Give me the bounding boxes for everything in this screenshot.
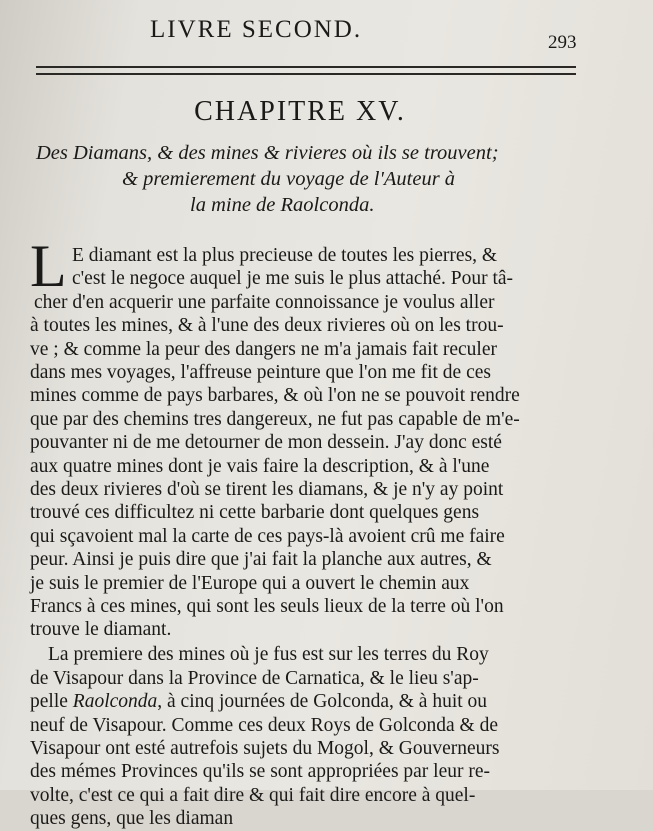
running-head: LIVRE SECOND. [150, 16, 363, 43]
text-line: aux quatre mines dont je vais faire la description, & à l'une [30, 455, 490, 477]
subtitle-line: Des Diamans, & des mines & rivieres où ils se trouvent; [36, 142, 499, 164]
text-line: Visapour ont esté autrefois sujets du Mogol, & Gouverneurs [30, 737, 500, 759]
text-line: trouvé ces difficultez ni cette barbarie dont quelques gens [30, 502, 480, 524]
page-header [0, 12, 653, 52]
text-line: Francs à ces mines, qui sont les seuls lieux de la terre où l'on [30, 596, 504, 617]
text-line: dans mes voyages, l'affreuse peinture que l'on me fit de ces [30, 362, 491, 383]
subtitle-line: & premierement du voyage de l'Auteur à [122, 168, 456, 190]
place-name-raolconda: Raolconda [72, 691, 158, 713]
text-line: que par des chemins tres dangereux, ne fut pas capable de m'e- [30, 408, 520, 430]
text-line: volte, c'est ce qui a fait dire & qui fait dire encore à quel- [30, 784, 476, 806]
text-line: c'est le negoce auquel je me suis le plus attaché. Pour tâ- [72, 268, 514, 290]
text-line: E diamant est la plus precieuse de toutes les pierres, & [72, 245, 498, 266]
text-line: de Visapour dans la Province de Carnatica, & le lieu s'ap- [30, 667, 479, 689]
text-line: mines comme de pays barbares, & où l'on ne se pouvoit rendre [30, 385, 520, 407]
chapter-subtitle [30, 140, 590, 218]
text-line [30, 690, 487, 713]
text-line: qui sçavoient mal la carte de ces pays-là avoient crû me faire [30, 525, 505, 547]
text-line: je suis le premier de l'Europe qui a ouvert le chemin aux [30, 572, 470, 594]
text-line: La premiere des mines où je fus est sur les terres du Roy [48, 644, 489, 666]
subtitle-line: la mine de Raolconda. [190, 194, 375, 216]
header-rule [36, 66, 576, 76]
page-number: 293 [548, 32, 577, 53]
chapter-title: CHAPITRE XV. [194, 96, 406, 127]
text-line: pouvanter ni de me detourner de mon dessein. J'ay donc esté [30, 432, 502, 454]
text-line: des deux rivieres d'où se tirent les diamans, & je n'y ay point [30, 479, 504, 500]
text-line: ve ; & comme la peur des dangers ne m'a jamais fait reculer [30, 338, 497, 360]
text-line: des mémes Provinces qu'ils se sont appropriées par leur re- [30, 761, 491, 783]
text-segment: , à cinq journées de Golconda, & à huit ou [157, 691, 488, 713]
text-line: trouve le diamant. [30, 619, 172, 641]
text-line: cher d'en acquerir une parfaite connoissance je voulus aller [34, 291, 495, 313]
text-segment: pelle [30, 691, 73, 713]
text-line: peur. Ainsi je puis dire que j'ai fait la planche aux autres, & [30, 549, 492, 571]
text-line: neuf de Visapour. Comme ces deux Roys de Golconda & de [30, 714, 498, 736]
drop-cap: L [30, 233, 67, 299]
text-line: à toutes les mines, & à l'une des deux rivieres où on les trou- [30, 315, 504, 337]
text-line: ques gens, que les diaman [30, 808, 234, 830]
